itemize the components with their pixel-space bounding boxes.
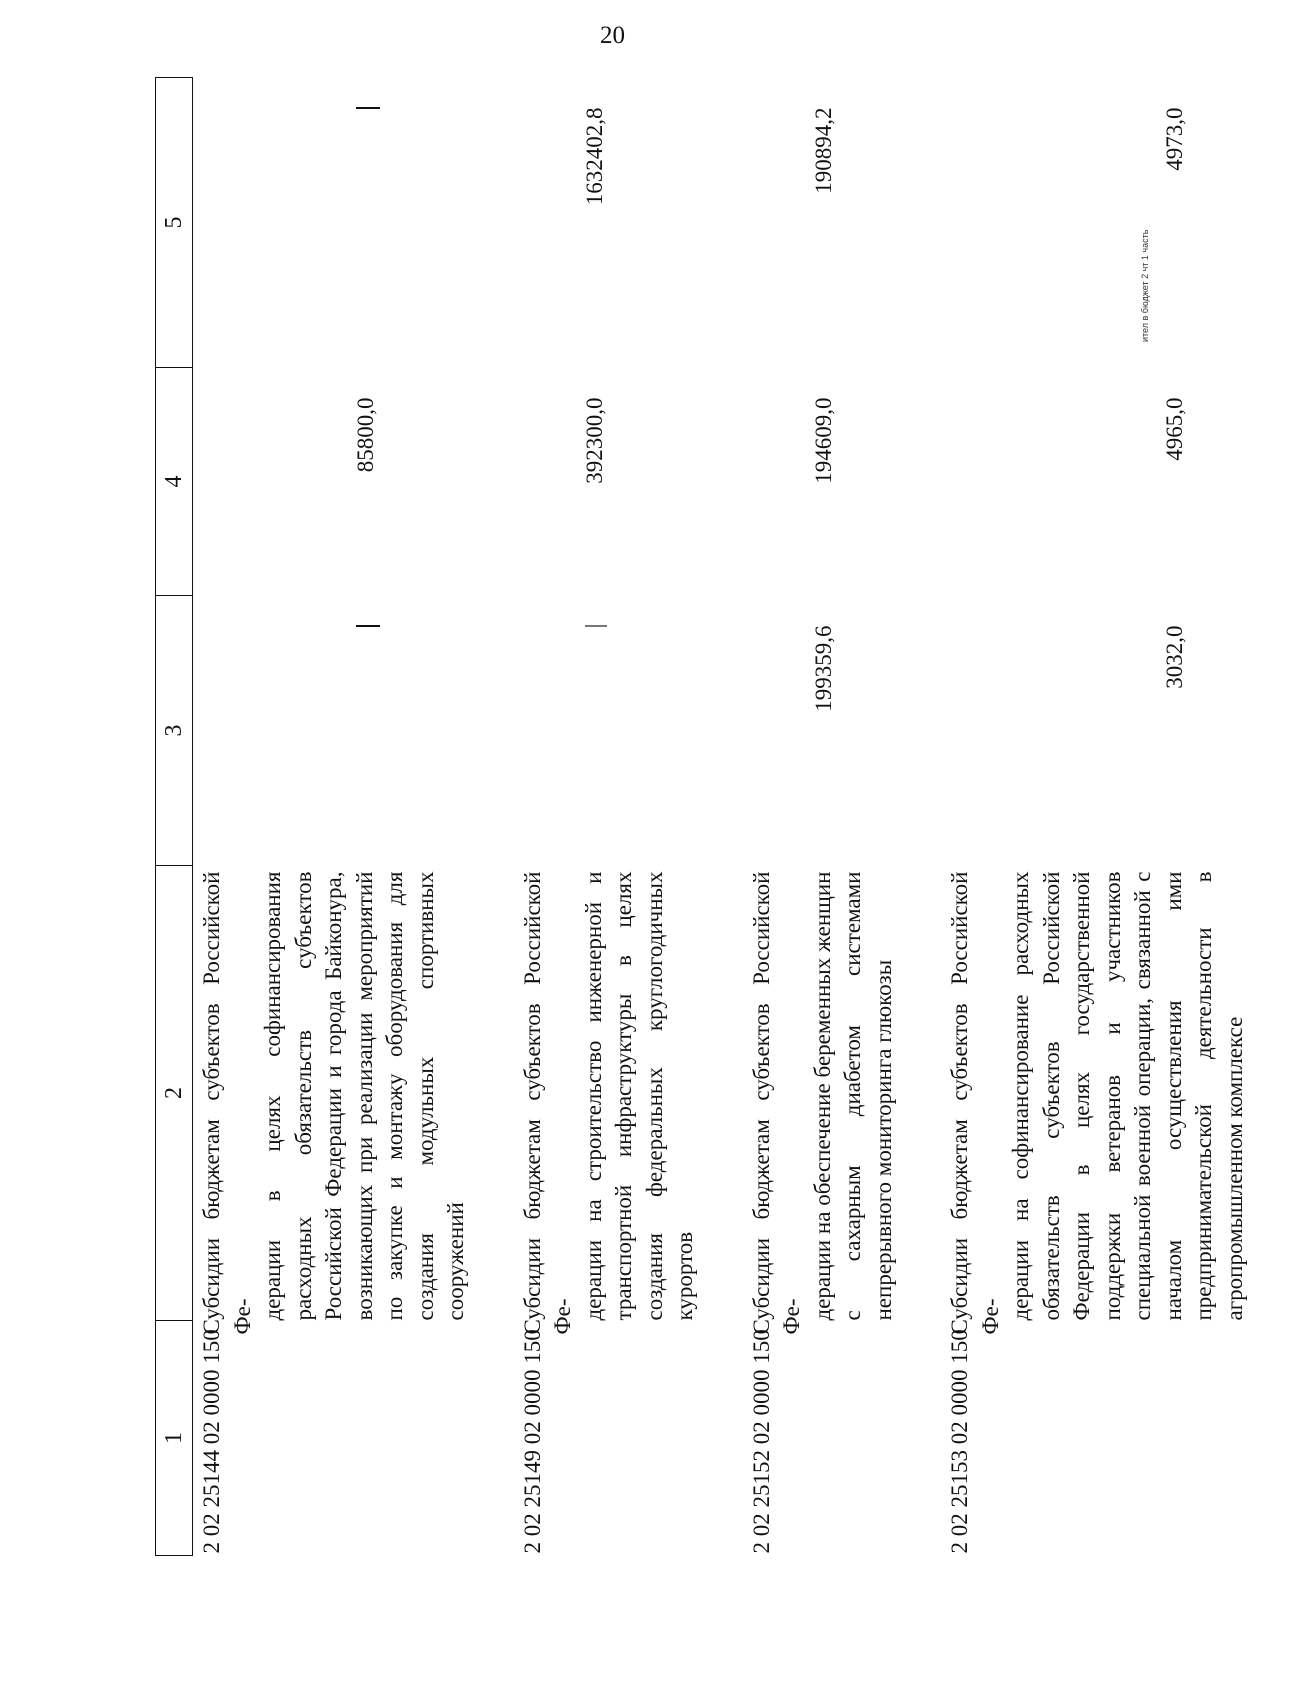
value-col-3 <box>945 596 1296 866</box>
value-col-5-text: 190894,2 <box>810 107 836 194</box>
description-first-line: Субсидии бюджетам субъектов Российской Фе- <box>519 871 575 1335</box>
budget-code: 2 02 25144 02 0000 150 <box>199 1329 224 1554</box>
dash-col-3 <box>356 626 380 628</box>
description-rest: дерации в целях софинансирования расходных обязательств субъектов Российской Федерации и города Байконура, возникающих при реализации мероприятий по закупке и монтажу оборудования для создания модульных спортивных сооружений <box>260 871 468 1321</box>
footer-stamp-text: ител в бюджет 2 чт 1 часть <box>1140 229 1150 342</box>
value-col-5 <box>945 78 1296 368</box>
description-first-line: Субсидии бюджетам субъектов Российской Фе- <box>947 871 1003 1335</box>
value-col-4-text: 392300,0 <box>581 397 607 484</box>
value-col-3-text: 3032,0 <box>1162 625 1187 689</box>
table-body <box>193 78 1296 1556</box>
table-row <box>193 78 518 1556</box>
value-col-4-text: 194609,0 <box>810 397 836 484</box>
row-description <box>193 866 518 1335</box>
description-rest: дерации на строительство инженерной и транспортной инфраструктуры в целях создания федеральных круглогодичных курортов <box>580 871 697 1321</box>
table-header <box>156 78 193 1556</box>
value-col-4-text: 85800,0 <box>353 397 378 473</box>
value-col-5 <box>747 78 946 368</box>
value-col-4 <box>747 368 946 596</box>
value-col-4-text: 4965,0 <box>1162 397 1187 461</box>
value-col-4 <box>945 368 1296 596</box>
row-description <box>945 866 1296 1335</box>
value-col-3-text: 199359,6 <box>810 625 836 712</box>
row-description <box>747 866 946 1335</box>
budget-code: 2 02 25152 02 0000 150 <box>748 1329 774 1554</box>
budget-code: 2 02 25153 02 0000 150 <box>947 1329 972 1554</box>
budget-code: 2 02 25149 02 0000 150 <box>519 1329 545 1554</box>
value-col-4 <box>518 368 747 596</box>
header-col-3: 3 <box>156 596 193 866</box>
value-col-3 <box>518 596 747 866</box>
header-col-5: 5 <box>156 78 193 368</box>
table-row <box>518 78 747 1556</box>
page-number: 20 <box>600 22 625 49</box>
header-col-2: 2 <box>156 866 193 1321</box>
description-rest: дерации на софинансирование расходных обязательств субъектов Российской Федерации в целях государственной поддержки ветеранов и участников специальной военной операции, связанной с началом осуществления ими предпринимательской деятельности в агропромышленном комплексе <box>1008 871 1247 1321</box>
value-col-5 <box>193 78 518 368</box>
value-col-3 <box>747 596 946 866</box>
value-col-3 <box>193 596 518 866</box>
description-rest: дерации на обеспечение беременных женщин с сахарным диабетом системами непрерывного мониторинга глюкозы <box>809 871 896 1321</box>
value-col-5-text: 1632402,8 <box>581 107 607 206</box>
value-col-4 <box>193 368 518 596</box>
header-col-1: 1 <box>156 1321 193 1556</box>
description-first-line: Субсидии бюджетам субъектов Российской Фе- <box>199 871 255 1335</box>
dash-col-5 <box>356 108 380 110</box>
dash-col-3 <box>585 626 607 628</box>
value-col-5-text: 4973,0 <box>1162 107 1187 171</box>
table-row <box>747 78 946 1556</box>
row-description <box>518 866 747 1335</box>
table-row <box>945 78 1296 1556</box>
description-first-line: Субсидии бюджетам субъектов Российской Фе- <box>748 871 804 1335</box>
header-col-4: 4 <box>156 368 193 596</box>
value-col-5 <box>518 78 747 368</box>
budget-table <box>155 77 1296 1556</box>
